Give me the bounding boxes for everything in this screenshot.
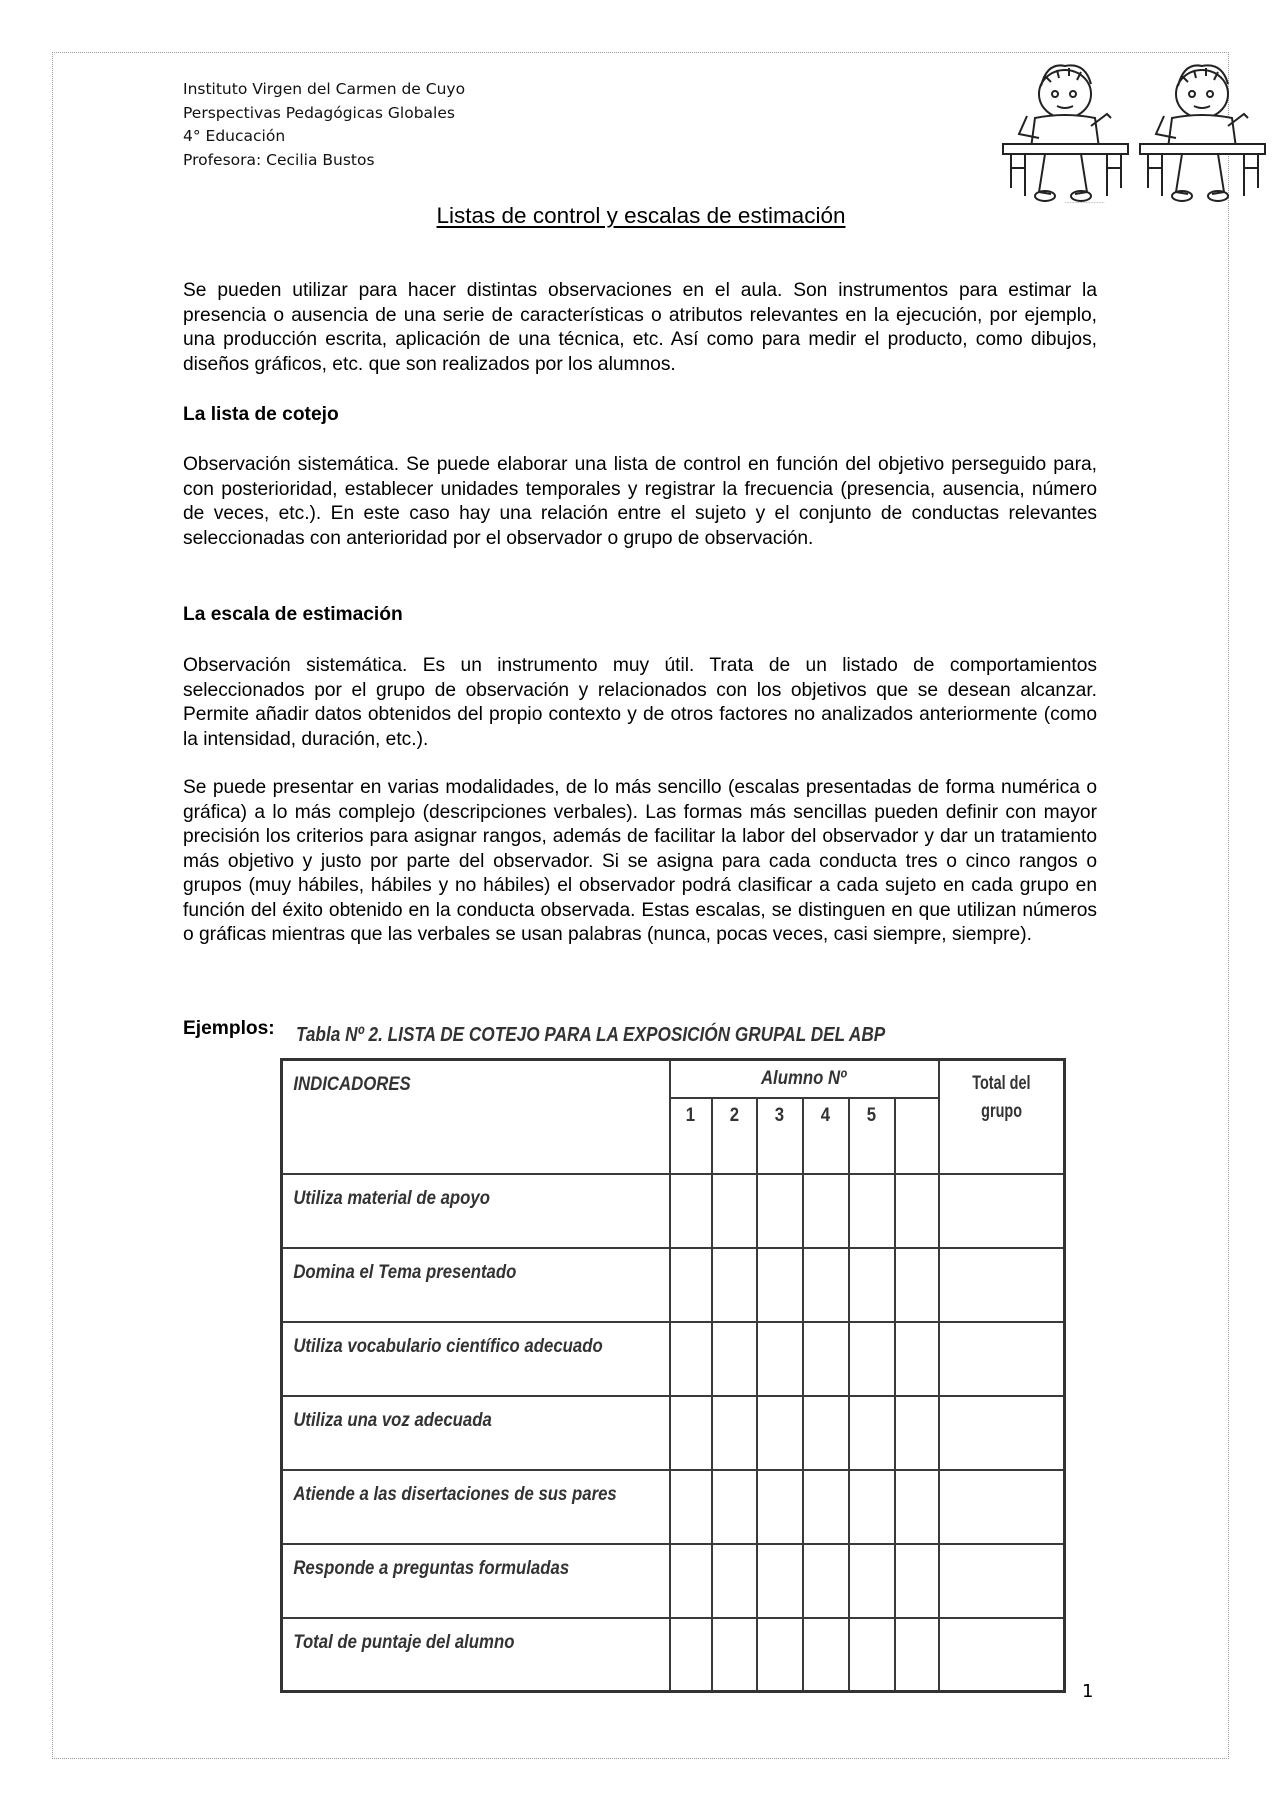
total-cell[interactable]	[939, 1618, 1065, 1692]
section-heading-lista-cotejo: La lista de cotejo	[183, 404, 339, 425]
score-cell[interactable]	[895, 1248, 939, 1322]
table-row	[282, 1470, 1065, 1544]
table-row	[282, 1322, 1065, 1396]
score-cell[interactable]	[803, 1618, 849, 1692]
lista-cotejo-paragraph: Observación sistemática. Se puede elaborar una lista de control en función del objetivo perseguido para, con posterioridad, establecer unidades temporales y registrar la frecuencia (presencia, ausencia, número de veces, etc.). En este caso hay una relación entre el sujeto y el conjunto de conductas relevantes seleccionadas con anterioridad por el observador o grupo de observación.	[183, 454, 1097, 549]
score-cell[interactable]	[895, 1470, 939, 1544]
score-cell[interactable]	[670, 1322, 712, 1396]
score-cell[interactable]	[757, 1248, 803, 1322]
score-cell[interactable]	[803, 1396, 849, 1470]
score-cell[interactable]	[849, 1322, 895, 1396]
score-cell[interactable]	[849, 1174, 895, 1248]
score-cell[interactable]	[895, 1544, 939, 1618]
table-row	[282, 1174, 1065, 1248]
student-number-cell: 5	[849, 1098, 895, 1174]
score-cell[interactable]	[712, 1322, 757, 1396]
table-caption: Tabla Nº 2. LISTA DE COTEJO PARA LA EXPOSICIÓN GRUPAL DEL ABP	[296, 1024, 886, 1046]
indicator-cell: Responde a preguntas formuladas	[282, 1544, 670, 1618]
document-header	[183, 78, 465, 172]
score-cell[interactable]	[670, 1248, 712, 1322]
svg-text:·························: ·························	[1065, 200, 1105, 206]
score-cell[interactable]	[712, 1248, 757, 1322]
score-cell[interactable]	[803, 1322, 849, 1396]
score-cell[interactable]	[670, 1396, 712, 1470]
score-cell[interactable]	[712, 1544, 757, 1618]
table-row	[282, 1544, 1065, 1618]
score-cell[interactable]	[803, 1248, 849, 1322]
course-name: 4° Educación	[183, 127, 286, 145]
score-cell[interactable]	[757, 1618, 803, 1692]
escala-paragraph-1: Observación sistemática. Es un instrumento muy útil. Trata de un listado de comportamientos seleccionados por el grupo de observación y relacionados con los objetivos que se desean alcanzar. Permite añadir datos obtenidos del propio contexto y de otros factores no analizados anteriormente (como la intensidad, duración, etc.).	[183, 655, 1097, 750]
indicator-cell: Total de puntaje del alumno	[282, 1618, 670, 1692]
score-cell[interactable]	[670, 1618, 712, 1692]
score-cell[interactable]	[849, 1248, 895, 1322]
subject-name: Perspectivas Pedagógicas Globales	[183, 103, 455, 122]
checklist-table	[280, 1058, 1066, 1693]
indicator-cell: Utiliza vocabulario científico adecuado	[282, 1322, 670, 1396]
score-cell[interactable]	[757, 1322, 803, 1396]
score-cell[interactable]	[895, 1618, 939, 1692]
table-row	[282, 1618, 1065, 1692]
score-cell[interactable]	[670, 1544, 712, 1618]
score-cell[interactable]	[712, 1618, 757, 1692]
indicator-cell: Utiliza una voz adecuada	[282, 1396, 670, 1470]
table-row	[282, 1396, 1065, 1470]
score-cell[interactable]	[712, 1396, 757, 1470]
total-cell[interactable]	[939, 1174, 1065, 1248]
student-number-cell: 1	[670, 1098, 712, 1174]
score-cell[interactable]	[757, 1470, 803, 1544]
score-cell[interactable]	[803, 1174, 849, 1248]
institution-name: Instituto Virgen del Carmen de Cuyo	[183, 80, 466, 98]
alumno-header-cell: Alumno Nº	[670, 1060, 939, 1098]
children-studying-at-desk-icon	[995, 56, 1140, 206]
score-cell[interactable]	[757, 1396, 803, 1470]
total-cell[interactable]	[939, 1322, 1065, 1396]
section-heading-escala-estimacion: La escala de estimación	[183, 604, 403, 625]
score-cell[interactable]	[670, 1470, 712, 1544]
score-cell[interactable]	[849, 1396, 895, 1470]
score-cell[interactable]	[712, 1470, 757, 1544]
student-number-cell: 4	[803, 1098, 849, 1174]
total-grupo-header-cell: Total del grupo	[939, 1060, 1065, 1174]
indicators-header-cell: INDICADORES	[282, 1060, 670, 1174]
total-cell[interactable]	[939, 1248, 1065, 1322]
examples-label: Ejemplos:	[183, 1018, 275, 1039]
score-cell[interactable]	[757, 1174, 803, 1248]
score-cell[interactable]	[757, 1544, 803, 1618]
score-cell[interactable]	[803, 1470, 849, 1544]
score-cell[interactable]	[895, 1322, 939, 1396]
children-studying-at-desk-icon	[1132, 56, 1277, 206]
total-cell[interactable]	[939, 1470, 1065, 1544]
score-cell[interactable]	[803, 1544, 849, 1618]
score-cell[interactable]	[712, 1174, 757, 1248]
score-cell[interactable]	[895, 1396, 939, 1470]
table-row	[282, 1248, 1065, 1322]
score-cell[interactable]	[849, 1618, 895, 1692]
indicator-cell: Domina el Tema presentado	[282, 1248, 670, 1322]
intro-paragraph: Se pueden utilizar para hacer distintas observaciones en el aula. Son instrumentos para estimar la presencia o ausencia de una serie de características o atributos relevantes en la ejecución, por ejemplo, una producción escrita, aplicación de una técnica, etc. Así como para medir el producto, como dibujos, diseños gráficos, etc. que son realizados por los alumnos.	[183, 280, 1097, 375]
score-cell[interactable]	[849, 1470, 895, 1544]
score-cell[interactable]	[670, 1174, 712, 1248]
teacher-name: Profesora: Cecilia Bustos	[183, 150, 375, 169]
total-cell[interactable]	[939, 1396, 1065, 1470]
student-number-cell: 3	[757, 1098, 803, 1174]
score-cell[interactable]	[895, 1174, 939, 1248]
page-number: 1	[1082, 1681, 1094, 1702]
escala-paragraph-2: Se puede presentar en varias modalidades, de lo más sencillo (escalas presentadas de forma numérica o gráfica) a lo más complejo (descripciones verbales). Las formas más sencillas pueden definir con mayor precisión los criterios para asignar rangos, además de facilitar la labor del observador y dar un tratamiento más objetivo y justo por parte del observador. Si se asigna para cada conducta tres o cinco rangos o grupos (muy hábiles, hábiles y no hábiles) el observador podrá clasificar a cada sujeto en cada grupo en función del éxito obtenido en la conducta observada. Estas escalas, se distinguen en que utilizan números o gráficas mientras que las verbales se usan palabras (nunca, pocas veces, casi siempre, siempre).	[183, 777, 1097, 945]
page-title: Listas de control y escalas de estimación	[436, 203, 846, 228]
indicator-cell: Atiende a las disertaciones de sus pares	[282, 1470, 670, 1544]
student-number-cell: 2	[712, 1098, 757, 1174]
total-cell[interactable]	[939, 1544, 1065, 1618]
score-cell[interactable]	[849, 1544, 895, 1618]
student-number-cell	[895, 1098, 939, 1174]
indicator-cell: Utiliza material de apoyo	[282, 1174, 670, 1248]
